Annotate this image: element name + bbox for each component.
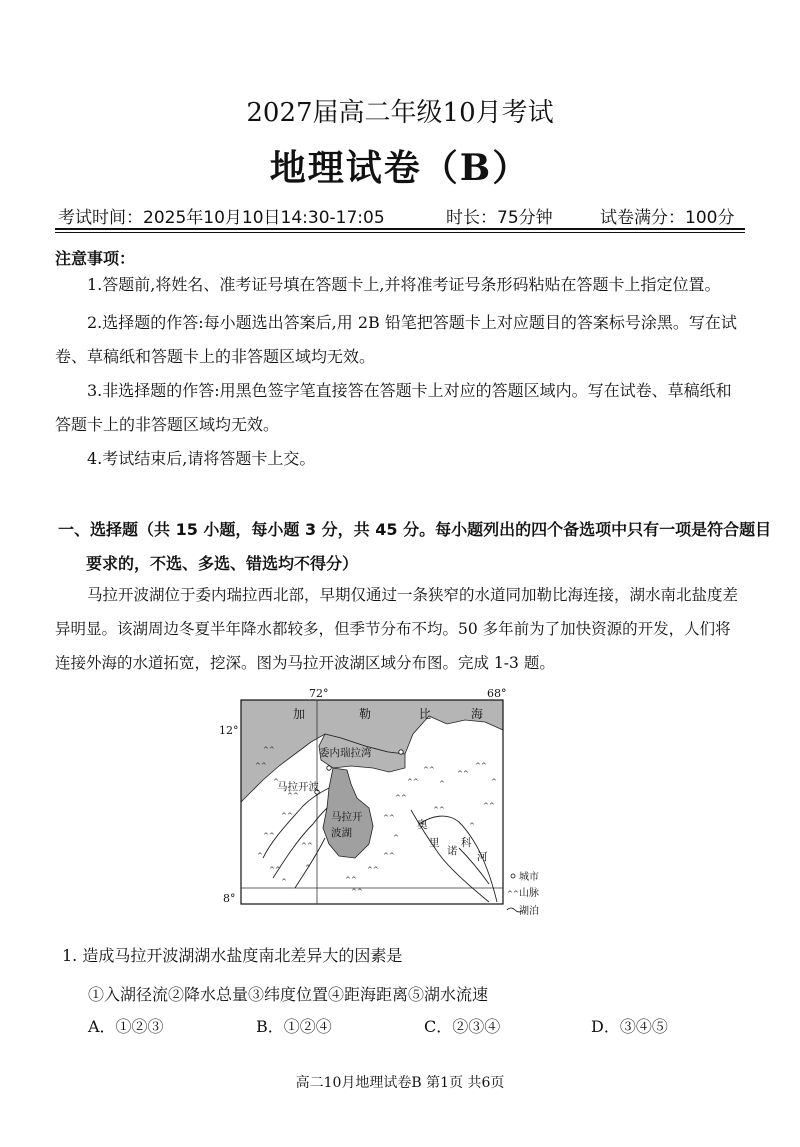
svg-text:^: ^ <box>273 778 279 786</box>
maracaibo-region-map <box>219 687 539 918</box>
lon-label-68: 68° <box>487 687 507 700</box>
river-label-3: 诺 <box>447 845 458 857</box>
svg-text:^: ^ <box>491 778 497 786</box>
svg-text:^^: ^^ <box>383 852 395 860</box>
question-1-option-b[interactable]: B．①②④ <box>256 1017 332 1036</box>
sea-label-1: 加 <box>293 707 306 721</box>
header-rule-thin <box>55 232 745 233</box>
page-footer: 高二10月地理试卷B 第1页 共6页 <box>295 1075 505 1091</box>
sea-label-4: 海 <box>471 707 484 721</box>
full-score: 试卷满分：100分 <box>600 208 735 228</box>
section-heading: 一、选择题（共 15 小题，每小题 3 分，共 45 分。每小题列出的四个备选项中只有一项是符合题目要求的，不选、多选、错选均不得分） <box>58 520 772 573</box>
svg-text:^^: ^^ <box>367 866 379 874</box>
svg-text:^^: ^^ <box>475 762 487 770</box>
svg-text:^: ^ <box>393 834 399 842</box>
svg-text:^^: ^^ <box>395 794 407 802</box>
svg-text:^^: ^^ <box>457 770 469 778</box>
question-1-option-a[interactable]: A．①②③ <box>88 1017 164 1036</box>
notice-item-1: 1.答题前,将姓名、准考证号填在答题卡上,并将准考证号条形码粘贴在答题卡上指定位置。 <box>87 275 721 294</box>
exam-title: 2027届高二年级10月考试 <box>246 98 554 128</box>
gulf-label: 委内瑞拉湾 <box>319 747 372 759</box>
svg-text:^^: ^^ <box>255 762 267 770</box>
legend-mountain-label: 山脉 <box>519 888 539 899</box>
svg-text:^^: ^^ <box>407 778 419 786</box>
question-1-option-d[interactable]: D．③④⑤ <box>591 1017 668 1036</box>
subject-title: 地理试卷（B） <box>269 147 531 189</box>
svg-text:^^: ^^ <box>263 746 275 754</box>
svg-text:^^: ^^ <box>269 866 281 874</box>
river-label-2: 里 <box>429 837 440 849</box>
svg-text:^: ^ <box>257 852 263 860</box>
svg-text:^^: ^^ <box>351 888 363 896</box>
question-1-stem: 1. 造成马拉开波湖湖水盐度南北差异大的因素是 <box>62 946 403 965</box>
legend-city-label: 城市 <box>519 872 539 883</box>
reading-passage: 马拉开波湖位于委内瑞拉西北部，早期仅通过一条狭窄的水道同加勒比海连接，湖水南北盐度差异明显。该湖周边冬夏半年降水都较多，但季节分布不均。50 多年前为了加快资源的开发，人们将连接外海的水道拓宽，挖深。图为马拉开波湖区域分布图。完成 1-3 题。 <box>55 586 739 672</box>
svg-text:^: ^ <box>469 822 475 830</box>
lat-label-8: 8° <box>223 892 236 905</box>
question-1-option-c[interactable]: C．②③④ <box>424 1017 501 1036</box>
svg-text:^^: ^^ <box>423 766 435 774</box>
svg-text:^^: ^^ <box>433 806 445 814</box>
notice-item-2: 2.选择题的作答:每小题选出答案后,用 2B 铅笔把答题卡上对应题目的答案标号涂黑。写在试卷、草稿纸和答题卡上的非答题区域均无效。 <box>55 313 737 366</box>
lake-label-line-2: 波湖 <box>331 827 352 839</box>
header-rule-thick <box>55 228 745 230</box>
sea-label-2: 勒 <box>359 707 372 721</box>
question-1-factors: ①入湖径流②降水总量③纬度位置④距海距离⑤湖水流速 <box>88 985 489 1004</box>
exam-time: 考试时间：2025年10月10日14:30-17:05 <box>58 208 385 228</box>
svg-text:^: ^ <box>281 878 287 886</box>
notice-item-4: 4.考试结束后,请将答题卡上交。 <box>87 449 316 468</box>
sea-label-3: 比 <box>419 707 432 721</box>
strait-label: 马拉开波 <box>277 781 319 793</box>
legend-mountain-icon: ^^ <box>507 890 519 898</box>
svg-text:^^: ^^ <box>263 832 275 840</box>
river-label-1: 奥 <box>417 819 428 831</box>
legend-city-icon <box>511 874 515 878</box>
svg-text:^^: ^^ <box>287 792 299 800</box>
exam-duration: 时长：75分钟 <box>446 208 553 228</box>
svg-text:^^: ^^ <box>301 842 313 850</box>
svg-text:^^: ^^ <box>345 876 357 884</box>
lake-label-line-1: 马拉开 <box>331 811 363 823</box>
notice-item-3: 3.非选择题的作答:用黑色签字笔直接答在答题卡上对应的答题区域内。写在试卷、草稿纸和答题卡上的非答题区域均无效。 <box>55 381 732 434</box>
svg-text:^^: ^^ <box>383 814 395 822</box>
svg-text:^^: ^^ <box>281 812 293 820</box>
svg-text:^^: ^^ <box>483 802 495 810</box>
river-label-4: 科 <box>461 837 472 849</box>
notice-heading: 注意事项： <box>55 249 136 268</box>
svg-text:^: ^ <box>439 780 445 788</box>
lon-label-72: 72° <box>309 687 329 700</box>
legend-lake-label: 湖泊 <box>519 906 539 917</box>
river-label-5: 河 <box>477 851 488 863</box>
lat-label-12: 12° <box>219 724 239 737</box>
svg-text:^: ^ <box>305 864 311 872</box>
